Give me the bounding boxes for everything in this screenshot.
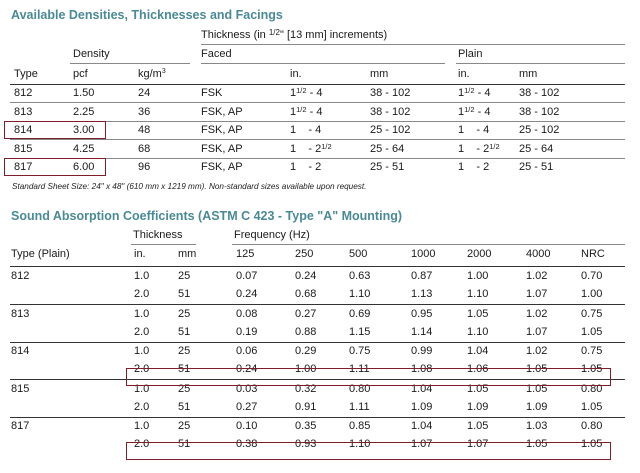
density-row-pcf: 6.00 [73,161,95,173]
density-group-rule [70,63,190,64]
density-row-divider [10,102,625,103]
absorption-group-divider [10,304,625,305]
absorption-row-mm: 25 [178,307,191,320]
density-row-type: 813 [14,105,33,118]
faced-in-whole: 1 [290,161,297,173]
plain-in-tail: - 4 [464,124,490,136]
plain-in-frac: 1/2 [464,104,475,114]
absorption-value-nrc: 1.05 [581,438,603,450]
absorption-value-250: 0.32 [295,382,317,395]
density-row-plain-mm: 38 - 102 [519,105,560,118]
absorption-value-125: 0.27 [236,400,258,413]
density-row-kgm: 36 [138,105,151,118]
absorption-value-125: 0.24 [236,363,258,375]
density-row-faced-in [290,143,332,155]
density-row-faced-in [290,106,322,118]
absorption-value-500: 0.85 [349,420,371,432]
absorption-value-4000: 1.02 [526,345,548,357]
col-thk-in-header: in. [134,248,146,260]
density-row-type: 817 [14,161,33,173]
absorption-value-nrc: 0.80 [581,382,603,395]
thickness-heading-2: Thickness [133,229,183,241]
absorption-value-nrc: 1.05 [581,363,603,375]
density-row-facing: FSK, AP [201,124,243,136]
absorption-row-in: 2.0 [134,325,150,338]
absorption-row-in: 1.0 [134,270,150,282]
absorption-row-mm: 51 [178,288,191,300]
thickness-heading-2-rule [131,244,196,245]
absorption-row-mm: 51 [178,363,191,375]
absorption-value-125: 0.38 [236,438,258,450]
absorption-value-2000: 1.04 [467,345,489,357]
highlight-box-814-2in [126,368,611,386]
faced-in-whole: 1 [290,105,297,118]
absorption-row-in: 2.0 [134,438,150,450]
thickness-heading-tail: " [13 mm] increments) [279,29,388,41]
absorption-value-250: 0.24 [295,270,317,282]
absorption-value-250: 0.88 [295,325,317,338]
density-row-plain-in [458,143,500,155]
absorption-value-250: 0.29 [295,345,317,357]
density-row-kgm: 96 [138,161,151,173]
highlight-box-817-2in [126,442,611,460]
absorption-value-500: 0.63 [349,270,371,282]
absorption-value-500: 1.11 [349,363,370,375]
plain-group-rule [456,63,625,64]
absorption-value-2000: 1.05 [467,382,489,395]
absorption-row-in: 2.0 [134,400,150,413]
absorption-value-125: 0.10 [236,420,258,432]
absorption-value-4000: 1.02 [526,270,548,282]
absorption-value-250: 0.93 [295,438,317,450]
header-2-bottom-rule [10,266,625,267]
absorption-value-4000: 1.02 [526,307,548,320]
absorption-row-in: 2.0 [134,363,150,375]
absorption-row-in: 1.0 [134,420,150,432]
plain-in-whole: 1 [458,87,465,99]
density-row-pcf: 1.50 [73,87,95,99]
density-group-heading: Density [73,48,110,60]
density-row-faced-in [290,87,322,99]
absorption-value-500: 1.10 [349,288,371,300]
density-row-plain-mm: 25 - 102 [519,124,560,136]
col-faced-mm-header: mm [370,68,389,80]
absorption-value-nrc: 1.05 [581,325,603,338]
densities-table-title: Available Densities, Thicknesses and Facings [11,8,283,22]
absorption-value-1000: 1.08 [411,363,433,375]
absorption-value-4000: 1.05 [526,438,548,450]
absorption-value-500: 0.80 [349,382,371,395]
absorption-value-2000: 1.09 [467,400,489,413]
density-row-pcf: 2.25 [73,105,95,118]
plain-in-whole: 1 [458,161,465,173]
density-row-facing: FSK, AP [201,161,243,173]
density-row-faced-mm: 25 - 51 [370,161,405,173]
absorption-group-type: 814 [11,345,30,357]
absorption-value-125: 0.08 [236,307,258,320]
density-row-plain-in [458,106,490,118]
density-row-plain-mm: 25 - 64 [519,142,554,155]
absorption-value-4000: 1.05 [526,382,548,395]
density-row-facing: FSK [201,87,223,99]
density-row-faced-in [290,124,321,136]
standard-sheet-note: Standard Sheet Size: 24" x 48" (610 mm x 1219 mm). Non-standard sizes available upon request. [12,182,367,191]
absorption-value-4000: 1.09 [526,400,548,413]
plain-in-whole: 1 [458,142,465,155]
absorption-value-4000: 1.07 [526,288,548,300]
density-row-kgm: 68 [138,142,151,155]
col-pcf-header: pcf [73,68,88,80]
density-row-kgm: 48 [138,124,151,136]
absorption-row-mm: 25 [178,345,191,357]
absorption-row-mm: 51 [178,325,191,338]
density-row-faced-mm: 25 - 64 [370,142,405,155]
absorption-value-125: 0.24 [236,288,258,300]
faced-in-tail-frac: 1/2 [321,141,332,151]
absorption-value-nrc: 0.75 [581,345,603,357]
faced-in-tail: - 4 [306,87,323,99]
highlight-box-817 [4,158,106,176]
density-row-faced-mm: 25 - 102 [370,124,411,136]
freq-header-250: 250 [295,248,314,260]
absorption-group-type: 813 [11,307,30,320]
faced-in-tail: - 4 [306,105,323,118]
absorption-row-in: 1.0 [134,345,150,357]
faced-in-whole: 1 [290,124,297,136]
plain-in-tail-frac: 1/2 [489,141,500,151]
freq-header-125: 125 [236,248,255,260]
absorption-row-mm: 51 [178,438,191,450]
freq-header-4000: 4000 [526,248,551,260]
density-row-kgm: 24 [138,87,151,99]
absorption-value-2000: 1.10 [467,325,489,338]
absorption-value-500: 1.15 [349,325,371,338]
absorption-value-4000: 1.05 [526,363,548,375]
freq-header-500: 500 [349,248,368,260]
plain-in-tail: - 2 [464,142,490,155]
freq-header-2000: 2000 [467,248,492,260]
absorption-value-4000: 1.03 [526,420,548,432]
col-thk-mm-header: mm [178,248,197,260]
highlight-box-814 [4,121,106,139]
absorption-value-500: 1.11 [349,400,370,413]
col-type-header: Type [14,68,38,80]
absorption-value-1000: 0.95 [411,307,433,320]
col-kgm-sup: 3 [161,68,166,75]
density-row-facing: FSK, AP [201,105,243,118]
absorption-value-1000: 0.87 [411,270,433,282]
frequency-heading: Frequency (Hz) [234,229,310,241]
absorption-row-in: 1.0 [134,307,150,320]
absorption-value-250: 0.27 [295,307,317,320]
faced-in-frac: 1/2 [296,104,307,114]
absorption-value-250: 0.91 [295,400,317,413]
absorption-row-mm: 51 [178,400,191,413]
absorption-group-type: 812 [11,270,30,282]
absorption-value-1000: 1.04 [411,382,433,395]
col-plain-in-header: in. [458,68,470,80]
absorption-value-125: 0.06 [236,345,258,357]
density-row-type: 815 [14,142,33,155]
density-row-plain-in [458,161,489,173]
absorption-value-1000: 0.99 [411,345,433,357]
density-row-plain-in [458,87,490,99]
density-row-plain-mm: 38 - 102 [519,87,560,99]
absorption-value-nrc: 0.75 [581,307,603,320]
col-kgm-label: kg/m [138,68,162,80]
plain-group-heading: Plain [458,48,483,60]
absorption-value-1000: 1.07 [411,438,433,450]
absorption-row-mm: 25 [178,382,191,395]
absorption-value-250: 1.00 [295,363,317,375]
plain-in-whole: 1 [458,105,465,118]
thickness-heading-frac: 1/2 [268,28,280,37]
absorption-value-500: 0.69 [349,307,371,320]
absorption-row-mm: 25 [178,270,191,282]
absorption-table-title: Sound Absorption Coefficients (ASTM C 423 - Type "A" Mounting) [11,209,403,223]
freq-header-1000: 1000 [411,248,436,260]
freq-header-nrc: NRC [581,248,605,260]
absorption-value-2000: 1.05 [467,307,489,320]
absorption-value-nrc: 0.70 [581,270,603,282]
absorption-value-nrc: 1.00 [581,288,603,300]
col-plain-mm-header: mm [519,68,538,80]
absorption-group-divider [10,417,625,418]
absorption-row-in: 1.0 [134,382,150,395]
density-row-pcf: 3.00 [73,124,95,136]
plain-in-tail: - 4 [474,87,491,99]
absorption-group-type: 817 [11,420,30,432]
absorption-group-type: 815 [11,382,30,395]
thickness-heading-text: Thickness (in [201,29,269,41]
thickness-group-heading [201,29,387,41]
absorption-value-250: 0.68 [295,288,317,300]
col-type-plain-header: Type (Plain) [11,248,70,260]
faced-in-tail: - 2 [296,161,322,173]
faced-in-frac: 1/2 [296,86,307,95]
faced-in-tail: - 2 [296,142,322,155]
density-row-type: 812 [14,87,33,99]
density-row-faced-mm: 38 - 102 [370,87,411,99]
faced-group-rule [201,63,445,64]
density-row-type: 814 [14,124,33,136]
density-row-divider [10,139,625,140]
absorption-value-nrc: 0.80 [581,420,603,432]
header-bottom-rule [10,84,625,85]
col-kgm-header [138,68,166,80]
plain-in-frac: 1/2 [464,86,475,95]
plain-in-whole: 1 [458,124,465,136]
density-row-faced-mm: 38 - 102 [370,105,411,118]
absorption-value-125: 0.07 [236,270,258,282]
density-row-facing: FSK, AP [201,142,243,155]
absorption-value-4000: 1.07 [526,325,548,338]
absorption-value-nrc: 1.05 [581,400,603,413]
col-faced-in-header: in. [290,68,302,80]
plain-in-tail: - 2 [464,161,490,173]
absorption-value-1000: 1.13 [411,288,433,300]
absorption-value-500: 1.10 [349,438,371,450]
plain-in-tail: - 4 [474,105,491,118]
absorption-row-in: 2.0 [134,288,150,300]
absorption-value-2000: 1.10 [467,288,489,300]
absorption-value-250: 0.35 [295,420,317,432]
density-row-pcf: 4.25 [73,142,95,155]
density-row-faced-in [290,161,321,173]
absorption-value-2000: 1.07 [467,438,489,450]
absorption-value-125: 0.03 [236,382,258,395]
absorption-value-1000: 1.09 [411,400,433,413]
absorption-value-125: 0.19 [236,325,258,338]
faced-in-whole: 1 [290,87,297,99]
faced-in-tail: - 4 [296,124,322,136]
faced-in-whole: 1 [290,142,297,155]
frequency-heading-rule [232,244,625,245]
faced-group-heading: Faced [201,48,232,60]
absorption-value-2000: 1.00 [467,270,489,282]
density-row-plain-mm: 25 - 51 [519,161,554,173]
absorption-value-1000: 1.14 [411,325,433,338]
density-row-plain-in [458,124,489,136]
absorption-value-1000: 1.04 [411,420,433,432]
absorption-value-2000: 1.05 [467,420,489,432]
absorption-value-2000: 1.06 [467,363,489,375]
absorption-value-500: 0.75 [349,345,371,357]
absorption-group-divider [10,342,625,343]
absorption-row-mm: 25 [178,420,191,432]
thickness-group-rule [201,44,625,45]
